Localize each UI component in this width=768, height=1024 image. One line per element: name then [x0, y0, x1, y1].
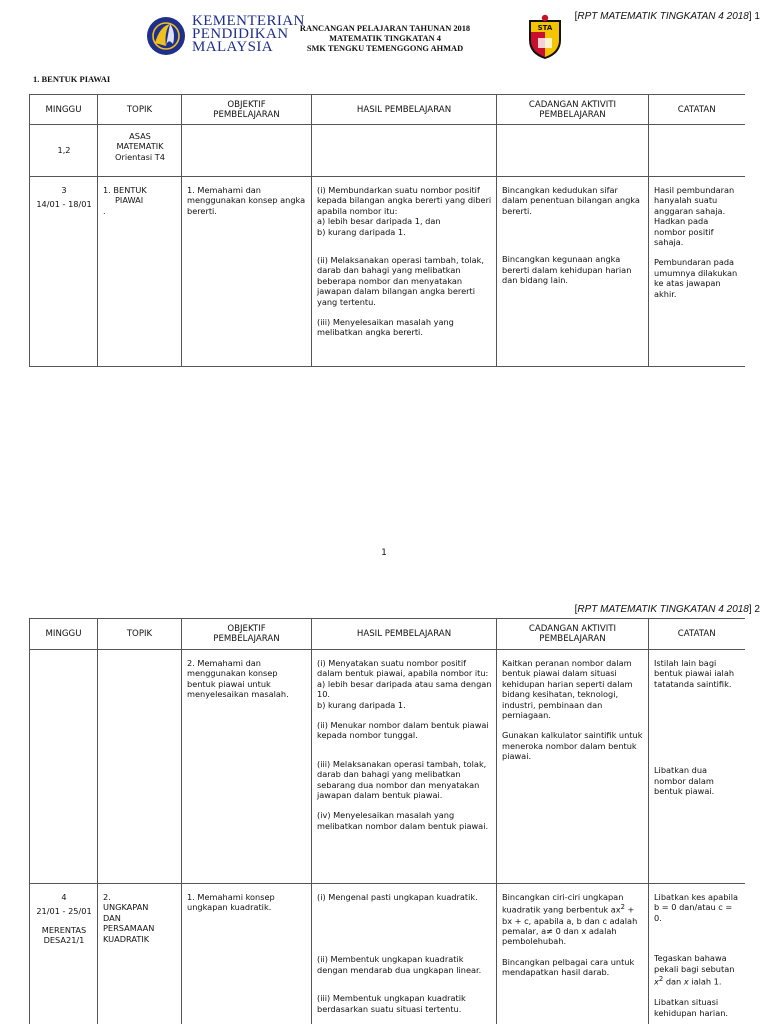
- hasil-subitem: b) kurang daripada 1.: [317, 226, 406, 237]
- hasil-item: (i) Menyatakan suatu nombor positif dalam bentuk piawai, apabila nombor itu:: [317, 658, 489, 679]
- catatan-item: Hasil pembundaran hanyalah suatu anggaran sahaja. Hadkan pada nombor positif sahaja.: [654, 185, 735, 248]
- hasil-item: (ii) Membentuk ungkapan kuadratik dengan mendarab dua ungkapan linear.: [317, 954, 482, 975]
- header-catatan: CATATAN: [649, 95, 745, 125]
- hasil-item: (i) Mengenal pasti ungkapan kuadratik.: [317, 892, 478, 902]
- cell-objektif: 1. Memahami konsep ungkapan kuadratik.: [182, 884, 312, 1024]
- header-aktiviti-line-1: CADANGAN AKTIVITI: [528, 624, 617, 634]
- week-number: 4: [61, 892, 67, 902]
- running-header-page-number: ] 1: [748, 11, 760, 22]
- cell-objektif: 2. Memahami dan menggunakan konsep bentuk piawai untuk menyelesaikan masalah.: [182, 650, 312, 884]
- running-header-open: [: [574, 11, 578, 22]
- running-header-text: RPT MATEMATIK TINGKATAN 4 2018: [577, 604, 749, 615]
- crest-text: STA: [537, 24, 553, 32]
- header-objektif-line-1: OBJEKTIF: [227, 99, 266, 110]
- week-dates: 14/01 - 18/01: [36, 199, 92, 210]
- title-line-2: MATEMATIK TINGKATAN 4: [329, 34, 441, 43]
- table-row: [30, 177, 745, 367]
- table-row: [30, 650, 745, 884]
- superscript: 2: [658, 975, 664, 984]
- catatan-item: Libatkan kes apabila b = 0 dan/atau c = 0.: [654, 892, 739, 923]
- running-header-page-1: [575, 11, 760, 22]
- cell-minggu: [30, 884, 98, 1024]
- cell-hasil: [312, 125, 497, 177]
- kpm-logo-icon: [146, 16, 186, 56]
- hasil-item: (iii) Melaksanakan operasi tambah, tolak, darab dan bahagi yang melibatkan sebarang dua nombor dan menyatakan jawapan dalam bentuk piawai.: [317, 758, 487, 801]
- cell-topik: [98, 125, 182, 177]
- cell-objektif: [182, 125, 312, 177]
- hasil-subitem: b) kurang daripada 1.: [317, 699, 406, 710]
- catatan-item: Pembundaran pada umumnya dilakukan ke atas jawapan akhir.: [654, 257, 738, 299]
- variable-x: x: [683, 976, 689, 987]
- hasil-subitem: a) lebih besar daripada 1, dan: [317, 216, 441, 227]
- topik-line: .: [103, 205, 106, 216]
- header-hasil: HASIL PEMBELAJARAN: [312, 95, 497, 125]
- topik-line: MATEMATIK: [116, 141, 164, 152]
- topik-line: 1. BENTUK: [103, 185, 147, 195]
- cell-topik: [98, 177, 182, 367]
- document-title: [278, 24, 492, 54]
- aktiviti-text: Bincangkan ciri-ciri ungkapan kuadratik yang berbentuk ax: [502, 892, 624, 916]
- topik-line: DAN: [103, 912, 121, 923]
- catatan-text: ialah 1.: [688, 976, 722, 987]
- header-minggu: MINGGU: [30, 619, 98, 650]
- header-aktiviti-line-2: PEMBELAJARAN: [539, 109, 606, 120]
- catatan-text: Tegaskan bahawa pekali bagi sebutan: [654, 953, 735, 974]
- school-crest-icon: [527, 14, 563, 60]
- cell-aktiviti: [497, 177, 649, 367]
- page-number: 1: [381, 548, 387, 558]
- cell-hasil: [312, 650, 497, 884]
- header-catatan: CATATAN: [649, 619, 745, 650]
- cell-topik: [98, 884, 182, 1024]
- aktiviti-item: [502, 892, 644, 947]
- week-number: 3: [61, 185, 67, 195]
- hasil-item: (ii) Menukar nombor dalam bentuk piawai kepada nombor tunggal.: [317, 720, 489, 741]
- superscript: 2: [620, 903, 625, 912]
- aktiviti-item: Gunakan kalkulator saintifik untuk meneroka nombor dalam bentuk piawai.: [502, 730, 643, 762]
- aktiviti-item: Kaitkan peranan nombor dalam bentuk piawai dalam situasi kehidupan harian seperti dalam bidang kesihatan, teknologi, industri, pembinaan dan perniagaan.: [502, 658, 633, 721]
- cell-catatan: [649, 177, 745, 367]
- aktiviti-text: + bx + c, apabila a, b dan c adalah pemalar, a≠ 0 dan x adalah pembolehubah.: [502, 905, 638, 947]
- section-title: 1. BENTUK PIAWAI: [33, 74, 111, 84]
- header-topik: TOPIK: [98, 619, 182, 650]
- header-aktiviti-line-2: PEMBELAJARAN: [539, 634, 606, 644]
- topik-line: ASAS: [129, 131, 151, 141]
- hasil-item: (iii) Menyelesaikan masalah yang melibatkan angka bererti.: [317, 317, 454, 338]
- cell-catatan: [649, 125, 745, 177]
- cell-objektif: 1. Memahami dan menggunakan konsep angka bererti.: [182, 177, 312, 367]
- header-objektif: [182, 95, 312, 125]
- title-line-1: RANCANGAN PELAJARAN TAHUNAN 2018: [299, 24, 471, 33]
- cell-catatan: [649, 884, 745, 1024]
- variable-x: x: [654, 976, 659, 987]
- ministry-line-2: PENDIDIKAN: [192, 26, 289, 42]
- topik-line: KUADRATIK: [103, 933, 150, 944]
- topik-line: Orientasi T4: [115, 151, 165, 162]
- cell-catatan: [649, 650, 745, 884]
- rpt-table-page-1: [29, 94, 745, 367]
- catatan-item: Libatkan dua nombor dalam bentuk piawai.: [654, 765, 715, 797]
- table-row: [30, 884, 745, 1024]
- header-objektif-line-2: PEMBELAJARAN: [213, 634, 280, 644]
- ministry-line-3: MALAYSIA: [192, 39, 273, 55]
- hasil-subitem: a) lebih besar daripada atau sama dengan 10.: [317, 678, 492, 700]
- hasil-item: (iii) Membentuk ungkapan kuadratik berdasarkan suatu situasi tertentu.: [317, 993, 466, 1014]
- topik-line: PERSAMAAN: [103, 923, 155, 934]
- cell-hasil: [312, 177, 497, 367]
- header-aktiviti-line-1: CADANGAN AKTIVITI: [528, 99, 617, 110]
- catatan-item: Libatkan situasi kehidupan harian.: [654, 997, 728, 1018]
- cell-minggu: 1,2: [30, 125, 98, 177]
- running-header-open: [: [574, 604, 578, 615]
- header-objektif-line-1: OBJEKTIF: [227, 624, 266, 634]
- header-objektif: [182, 619, 312, 650]
- rpt-table-page-2: [29, 618, 745, 1024]
- week-note: DESA21/1: [43, 935, 85, 946]
- topik-line: UNGKAPAN: [103, 902, 149, 913]
- cell-hasil: [312, 884, 497, 1024]
- aktiviti-item: Bincangkan pelbagai cara untuk mendapatkan hasil darab.: [502, 956, 635, 978]
- header-topik: TOPIK: [98, 95, 182, 125]
- table-header-row: [30, 619, 745, 650]
- cell-topik: [98, 650, 182, 884]
- topik-line: PIAWAI: [115, 195, 144, 206]
- catatan-text: dan: [663, 976, 684, 987]
- header-aktiviti: [497, 95, 649, 125]
- catatan-item: Istilah lain bagi bentuk piawai ialah tatatanda saintifik.: [654, 658, 735, 689]
- aktiviti-item: Bincangkan kegunaan angka bererti dalam kehidupan harian dan bidang lain.: [502, 254, 632, 286]
- cell-aktiviti: [497, 125, 649, 177]
- hasil-item: (ii) Melaksanakan operasi tambah, tolak, darab dan bahagi yang melibatkan beberapa nombor dan menyatakan jawapan dalam bilangan angka bererti yang tertentu.: [317, 255, 485, 307]
- ministry-line-1: KEMENTERIAN: [192, 13, 305, 29]
- header-aktiviti: [497, 619, 649, 650]
- cell-aktiviti: [497, 650, 649, 884]
- cell-aktiviti: [497, 884, 649, 1024]
- table-row: [30, 125, 745, 177]
- aktiviti-item: Bincangkan kedudukan sifar dalam penentuan bilangan angka bererti.: [502, 185, 640, 216]
- week-note: MERENTAS: [41, 924, 87, 935]
- header-hasil: HASIL PEMBELAJARAN: [312, 619, 497, 650]
- running-header-page-2: [575, 604, 760, 615]
- cell-minggu: [30, 650, 98, 884]
- catatan-item: [654, 953, 741, 987]
- topik-line: 2.: [103, 892, 111, 902]
- header-objektif-line-2: PEMBELAJARAN: [213, 109, 280, 120]
- week-dates: 21/01 - 25/01: [36, 906, 92, 917]
- running-header-page-number: ] 2: [748, 604, 760, 615]
- table-header-row: [30, 95, 745, 125]
- hasil-item: (iv) Menyelesaikan masalah yang melibatkan nombor dalam bentuk piawai.: [317, 810, 489, 831]
- hasil-item: (i) Membundarkan suatu nombor positif kepada bilangan angka bererti yang diberi apabila nombor itu:: [317, 185, 492, 216]
- title-line-3: SMK TENGKU TEMENGGONG AHMAD: [306, 44, 464, 53]
- running-header-text: RPT MATEMATIK TINGKATAN 4 2018: [577, 11, 749, 22]
- header-minggu: MINGGU: [30, 95, 98, 125]
- cell-minggu: [30, 177, 98, 367]
